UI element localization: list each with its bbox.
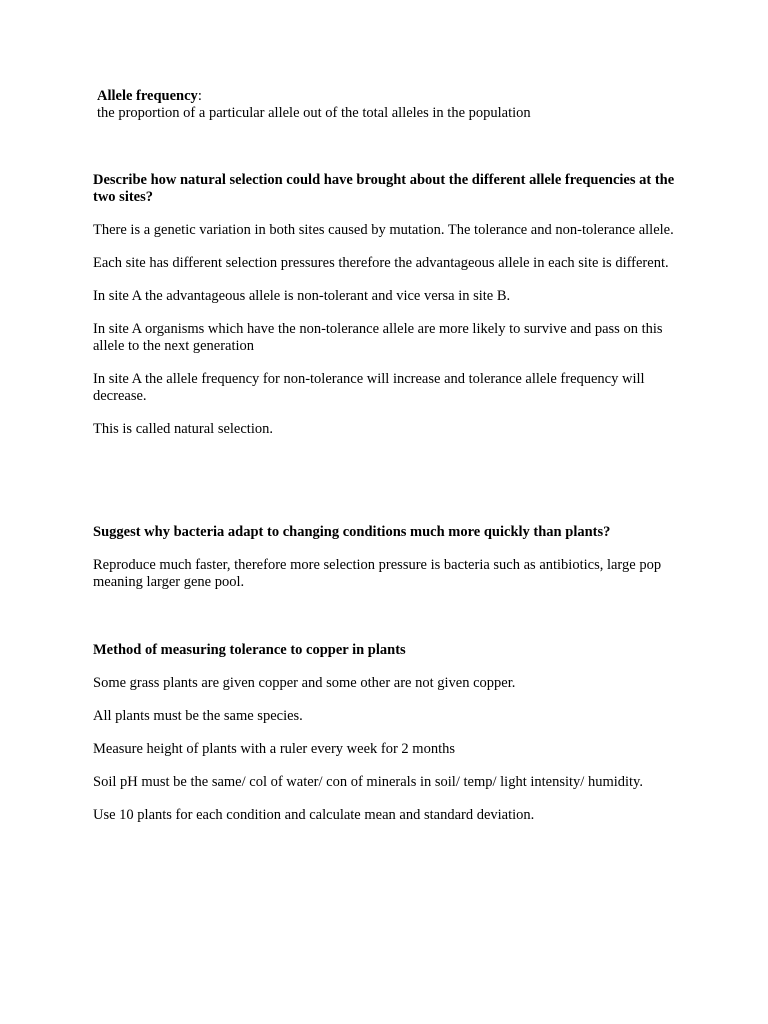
paragraph: In site A the allele frequency for non-tolerance will increase and tolerance allele frequency will decrease. [93,371,645,404]
section-copper-tolerance-method [93,642,683,840]
paragraph: Measure height of plants with a ruler every week for 2 months [93,741,455,757]
definition-term-line [97,88,717,105]
definition-term: Allele frequency [97,88,198,104]
definition-text: the proportion of a particular allele out of the total alleles in the population [97,105,531,121]
paragraph: Soil pH must be the same/ col of water/ con of minerals in soil/ temp/ light intensity/ humidity. [93,774,643,790]
paragraph: Each site has different selection pressures therefore the advantageous allele in each site is different. [93,255,669,271]
paragraph: Use 10 plants for each condition and calculate mean and standard deviation. [93,807,535,823]
paragraph: Reproduce much faster, therefore more selection pressure is bacteria such as antibiotics, large pop meaning larger gene pool. [93,557,662,590]
definition-block [97,88,717,122]
paragraph: This is called natural selection. [93,421,273,437]
paragraph: Some grass plants are given copper and some other are not given copper. [93,675,516,691]
section-heading: Describe how natural selection could have brought about the different allele frequencies at the two sites? [93,172,675,205]
section-heading: Suggest why bacteria adapt to changing conditions much more quickly than plants? [93,524,611,540]
paragraph: In site A the advantageous allele is non-tolerant and vice versa in site B. [93,288,511,304]
paragraph: All plants must be the same species. [93,708,303,724]
paragraph: There is a genetic variation in both sites caused by mutation. The tolerance and non-tolerance allele. [93,222,674,238]
section-heading: Method of measuring tolerance to copper in plants [93,642,406,658]
section-bacteria-adaptation [93,524,683,607]
section-natural-selection [93,172,683,454]
definition-colon: : [197,88,202,104]
paragraph: In site A organisms which have the non-tolerance allele are more likely to survive and pass on this allele to the next generation [93,321,663,354]
